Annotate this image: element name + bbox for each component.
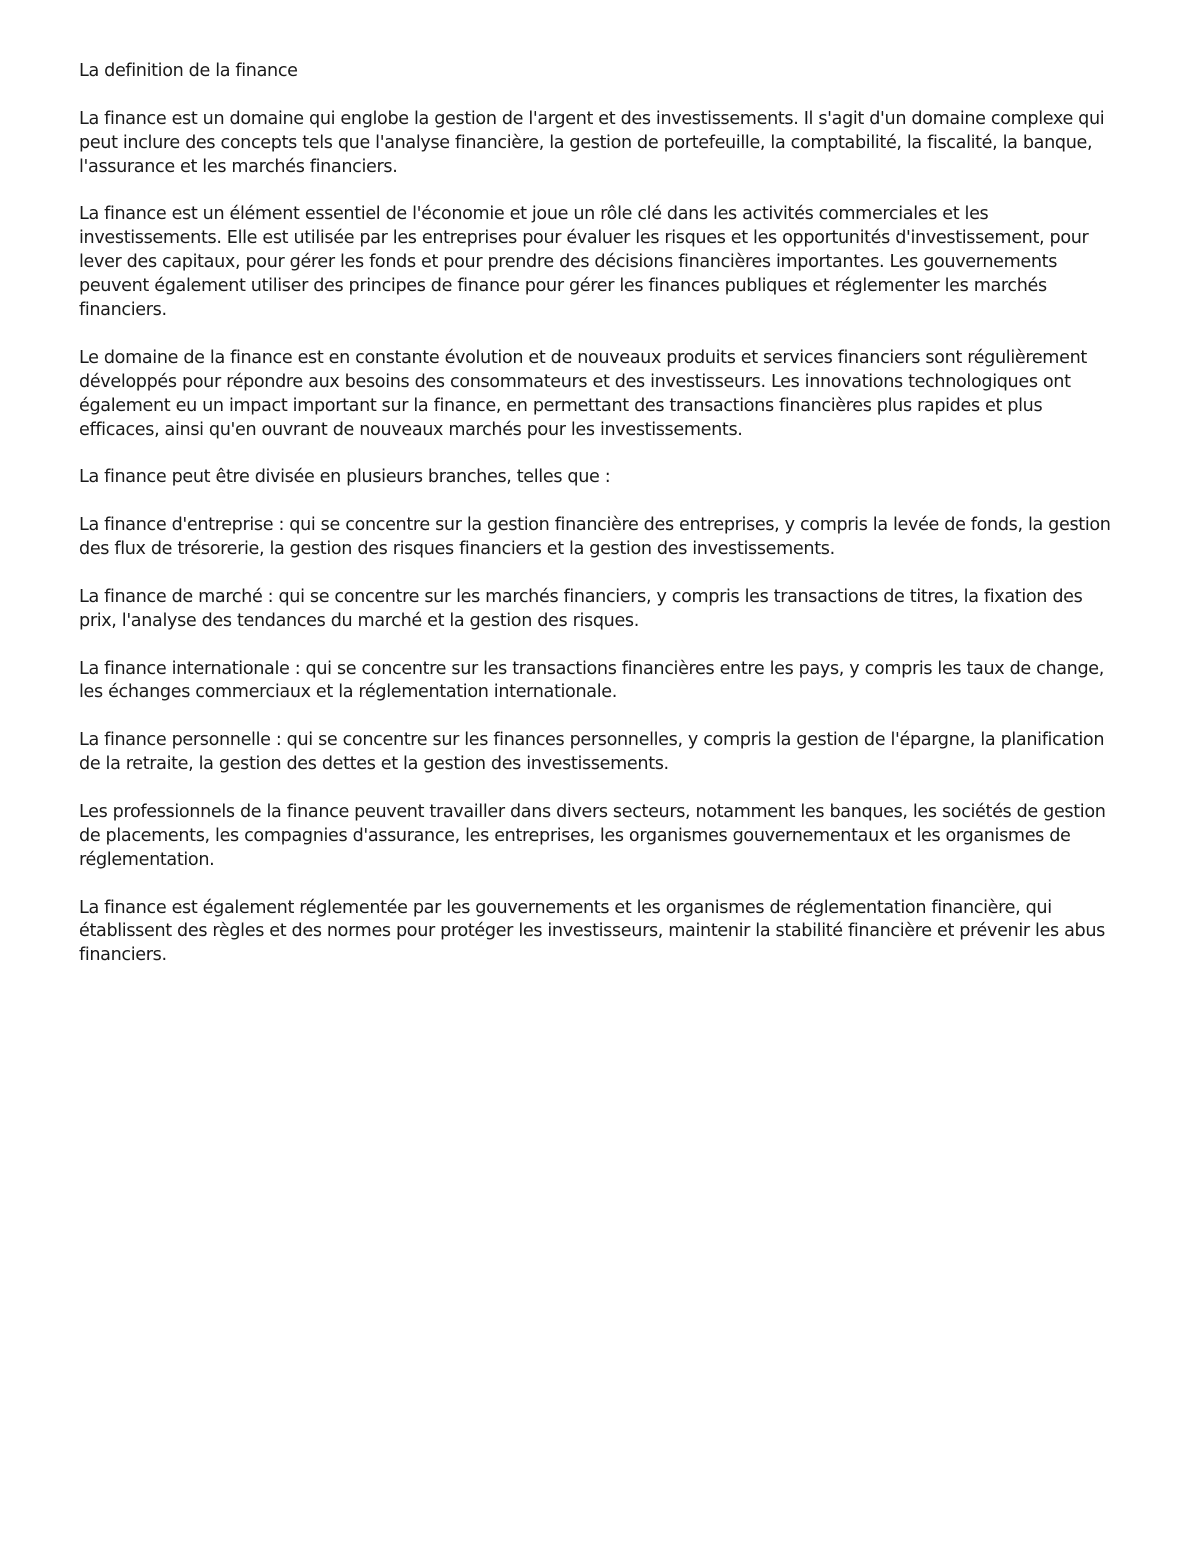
paragraph-international-finance: La finance internationale : qui se concentre sur les transactions financières entre les pays, y compris les taux de change, les échanges commerciaux et la réglementation internationale. xyxy=(79,658,1105,703)
paragraph-personal-finance: La finance personnelle : qui se concentre sur les finances personnelles, y compris la gestion de l'épargne, la planification de la retraite, la gestion des dettes et la gestion des investissements. xyxy=(79,730,1105,775)
paragraph-regulation: La finance est également réglementée par les gouvernements et les organismes de réglementation financière, qui établissent des règles et des normes pour protéger les investisseurs, maintenir la stabilité financière et prévenir les abus financiers. xyxy=(79,897,1105,966)
paragraph-corporate-finance: La finance d'entreprise : qui se concentre sur la gestion financière des entreprises, y compris la levée de fonds, la gestion des flux de trésorerie, la gestion des risques financiers et la gestion des investissements. xyxy=(79,515,1111,560)
paragraph-evolution: Le domaine de la finance est en constante évolution et de nouveaux produits et services financiers sont régulièrement développés pour répondre aux besoins des consommateurs et des investisseurs. Les innovations technologiques ont également eu un impact important sur la finance, en permettant des transactions financières plus rapides et plus efficaces, ainsi qu'en ouvrant de nouveaux marchés pour les investissements. xyxy=(79,347,1087,440)
paragraph-branches-intro: La finance peut être divisée en plusieurs branches, telles que : xyxy=(79,467,611,488)
document-page xyxy=(79,60,1125,992)
document-title: La definition de la finance xyxy=(79,61,298,81)
paragraph-definition: La finance est un domaine qui englobe la gestion de l'argent et des investissements. Il s'agit d'un domaine complexe qui peut inclure des concepts tels que l'analyse financière, la gestion de portefeuille, la comptabilité, la fiscalité, la banque, l'assurance et les marchés financiers. xyxy=(79,108,1105,177)
paragraph-economy-role: La finance est un élément essentiel de l'économie et joue un rôle clé dans les activités commerciales et les investissements. Elle est utilisée par les entreprises pour évaluer les risques et les opportunités d'investissement, pour lever des capitaux, pour gérer les fonds et pour prendre des décisions financières importantes. Les gouvernements peuvent également utiliser des principes de finance pour gérer les finances publiques et réglementer les marchés financiers. xyxy=(79,204,1089,321)
paragraph-market-finance: La finance de marché : qui se concentre sur les marchés financiers, y compris les transactions de titres, la fixation des prix, l'analyse des tendances du marché et la gestion des risques. xyxy=(79,586,1083,631)
paragraph-professionals: Les professionnels de la finance peuvent travailler dans divers secteurs, notamment les banques, les sociétés de gestion de placements, les compagnies d'assurance, les entreprises, les organismes gouvernementaux et les organismes de réglementation. xyxy=(79,801,1106,870)
